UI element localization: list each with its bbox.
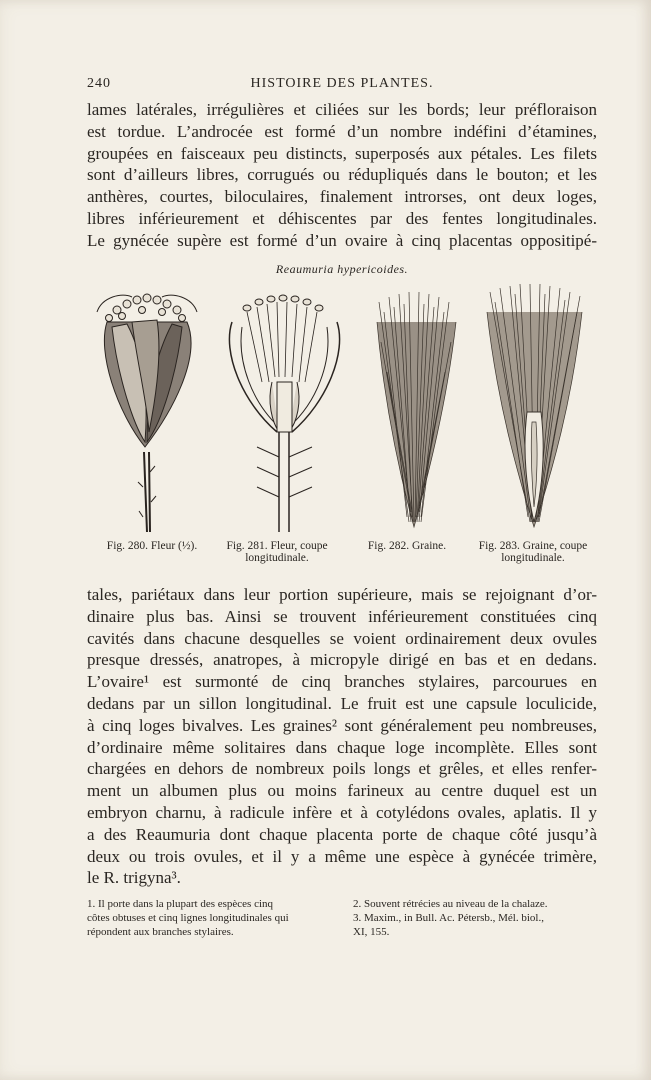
footnote-line: côtes obtuses et cinq lignes longitudinales qui xyxy=(87,912,289,924)
footnotes-right xyxy=(353,897,603,939)
text-line: le R. trigyna³. xyxy=(87,868,181,888)
text-line: Le gynécée supère est formé d’un ovaire à cinq placentas oppositipé- xyxy=(87,230,597,250)
footnote-line: 1. Il porte dans la plupart des espèces cinq xyxy=(87,898,274,910)
text-line: a des Reaumuria dont chaque placenta porte de chaque côté jusqu’à xyxy=(87,824,597,844)
seed-illustration xyxy=(369,282,464,537)
page-number: 240 xyxy=(87,76,111,91)
text-line: est tordue. L’androcée est formé d’un nombre indéfini d’étamines, xyxy=(87,121,597,141)
text-line: lames latérales, irrégulières et ciliées sur les bords; leur préfloraison xyxy=(87,100,597,119)
caption-line: Fig. 282. Graine. xyxy=(367,540,447,552)
caption-line: Fig. 283. Graine, coupe xyxy=(478,540,588,552)
text-line: chargées en dehors de nombreux poils longs et grêles, et elles renfer- xyxy=(87,759,597,779)
flower-illustration xyxy=(87,282,207,537)
running-head: HISTOIRE DES PLANTES. xyxy=(250,76,434,91)
footnote-line: 3. Maxim., in Bull. Ac. Pétersb., Mél. biol., xyxy=(353,912,544,924)
seed-section-illustration xyxy=(482,282,587,537)
footnote-line: XI, 155. xyxy=(353,926,390,938)
caption-fig-281 xyxy=(212,540,342,564)
text-line: libres inférieurement et déhiscentes par des fentes longitudinales. xyxy=(87,208,597,228)
text-line: dinaire plus bas. Ainsi se trouvent inférieurement constituées cinq xyxy=(87,606,597,626)
caption-line: Fig. 281. Fleur, coupe xyxy=(226,540,328,552)
page-header xyxy=(87,76,597,94)
paragraph-bottom xyxy=(87,584,597,889)
caption-line: Fig. 280. Fleur (½). xyxy=(106,540,198,552)
flower-section-illustration xyxy=(217,282,352,537)
footnotes-left xyxy=(87,897,337,939)
text-line: L’ovaire¹ est surmonté de cinq branches stylaires, parcourues en xyxy=(87,672,597,692)
footnote-line: répondent aux branches stylaires. xyxy=(87,926,234,938)
caption-line: longitudinale. xyxy=(245,552,309,564)
text-line: dedans par un sillon longitudinal. Le fruit est une capsule loculicide, xyxy=(87,693,597,713)
text-line: tales, pariétaux dans leur portion supérieure, mais se rejoignant d’or- xyxy=(87,585,597,604)
text-line: groupées en faisceaux peu distincts, superposés aux pétales. Les filets xyxy=(87,143,597,163)
text-line: anthères, courtes, biloculaires, finalement introrses, ont deux loges, xyxy=(87,187,597,207)
footnote-line: 2. Souvent rétrécies au niveau de la chalaze. xyxy=(353,898,548,910)
caption-fig-283 xyxy=(463,540,603,564)
text-line: d’ordinaire même solitaires dans chaque loge incomplète. Elles sont xyxy=(87,737,597,757)
caption-fig-282 xyxy=(352,540,462,552)
figure-title: Reaumuria hypericoides. xyxy=(275,262,409,276)
text-line: presque dressés, anatropes, à micropyle dirigé en bas et en dedans. xyxy=(87,650,597,670)
text-line: ment un albumen plus ou moins farineux au centre duquel est un xyxy=(87,781,597,801)
caption-line: longitudinale. xyxy=(501,552,565,564)
text-line: cavités dans chacune desquelles se voient ordinairement deux ovules xyxy=(87,628,597,648)
text-line: sont d’ailleurs libres, corrugués ou rédupliqués dans le bouton; et les xyxy=(87,165,597,185)
text-line: à cinq loges bivalves. Les graines² sont généralement peu nombreuses, xyxy=(87,715,597,735)
figure-plate xyxy=(87,282,597,537)
paragraph-top xyxy=(87,99,597,252)
text-line: deux ou trois ovules, et il y a même une espèce à gynécée trimère, xyxy=(87,846,597,866)
text-line: embryon charnu, à radicule infère et à cotylédons ovales, aplatis. Il y xyxy=(87,802,597,822)
caption-fig-280 xyxy=(92,540,212,552)
